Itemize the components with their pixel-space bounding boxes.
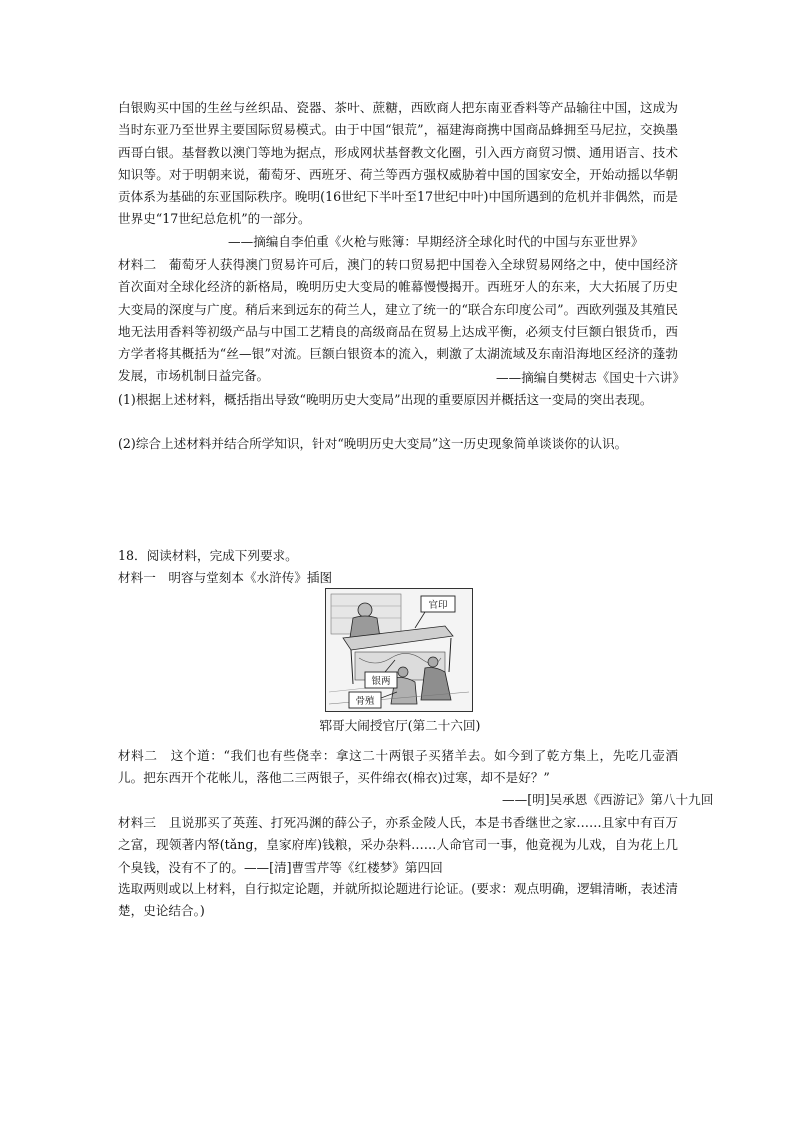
illustration-caption: 郓哥大闹授官厅(第二十六回)	[319, 718, 481, 733]
label-yinliang-text: 银两	[371, 676, 391, 687]
label-guanyin-text: 官印	[428, 600, 448, 611]
woodblock-print-image	[325, 588, 473, 712]
question-18-heading: 18．阅读材料，完成下列要求。	[118, 548, 298, 563]
material1-source: ——摘编自李伯重《火枪与账簿：早期经济全球化时代的中国与东亚世界》	[228, 234, 644, 249]
question-1: (1)根据上述材料，概括指出导致“晚明历史大变局”出现的重要原因并概括这一变局的突出表现。	[118, 392, 653, 407]
shuihu-illustration	[325, 588, 473, 712]
q18-material2: 材料二 这个道：“我们也有些侥幸：拿这二十两银子买猪羊去。如今到了乾方集上，先吃几壶酒儿。把东西开个花帐儿，落他二三两银子，买件绵衣(棉衣)过寒，却不是好？”	[118, 748, 678, 786]
q18-instruction: 选取两则或以上材料，自行拟定论题，并就所拟论题进行论证。(要求：观点明确，逻辑清晰，表述清楚，史论结合。)	[118, 881, 678, 919]
material2-source: ——摘编自樊树志《国史十六讲》	[496, 370, 685, 385]
label-guzhi-text: 骨殖	[355, 696, 375, 707]
q18-material1-title: 材料一 明容与堂刻本《水浒传》插图	[118, 570, 333, 585]
question-2: (2)综合上述材料并结合所学知识，针对“晚明历史大变局”这一历史现象简单谈谈你的认识。	[118, 436, 628, 451]
material1-paragraph: 白银购买中国的生丝与丝织品、瓷器、茶叶、蔗糖，西欧商人把东南亚香料等产品输往中国，这成为当时东亚乃至世界主要国际贸易模式。由于中国“银荒”，福建海商携中国商品蜂拥至马尼拉，交换墨西哥白银。基督教以澳门等地为据点，形成网状基督教文化圈，引入西方商贸习惯、通用语言、技术知识等。对于明朝来说，葡萄牙、西班牙、荷兰等西方强权威胁着中国的国家安全，开始动摇以华朝贡体系为基础的东亚国际秩序。晚明(16世纪下半叶至17世纪中叶)中国所遇到的危机并非偶然，而是世界史“17世纪总危机”的一部分。	[118, 100, 678, 227]
q18-material2-source: ——[明]吴承恩《西游记》第八十九回	[502, 792, 714, 807]
material2-paragraph: 材料二 葡萄牙人获得澳门贸易许可后，澳门的转口贸易把中国卷入全球贸易网络之中，使中国经济首次面对全球化经济的新格局，晚明历史大变局的帷幕慢慢揭开。西班牙人的东来，大大拓展了历史大变局的深度与广度。稍后来到远东的荷兰人，建立了统一的“联合东印度公司”。西欧列强及其殖民地无法用香料等初级产品与中国工艺精良的高级商品在贸易上达成平衡，必须支付巨额白银货币，西方学者将其概括为“丝—银”对流。巨额白银资本的流入，刺激了太湖流域及东南沿海地区经济的蓬勃发展，市场机制日益完备。	[118, 257, 678, 384]
q18-material3: 材料三 且说那买了英莲、打死冯渊的薛公子，亦系金陵人氏，本是书香继世之家……且家中有百万之富，现领著内帑(tǎng，皇家府库)钱粮，采办杂料……人命官司一事，他竟视为儿戏，自为花上几个臭钱，没有不了的。——[清]曹雪芹等《红楼梦》第四回	[118, 815, 678, 875]
